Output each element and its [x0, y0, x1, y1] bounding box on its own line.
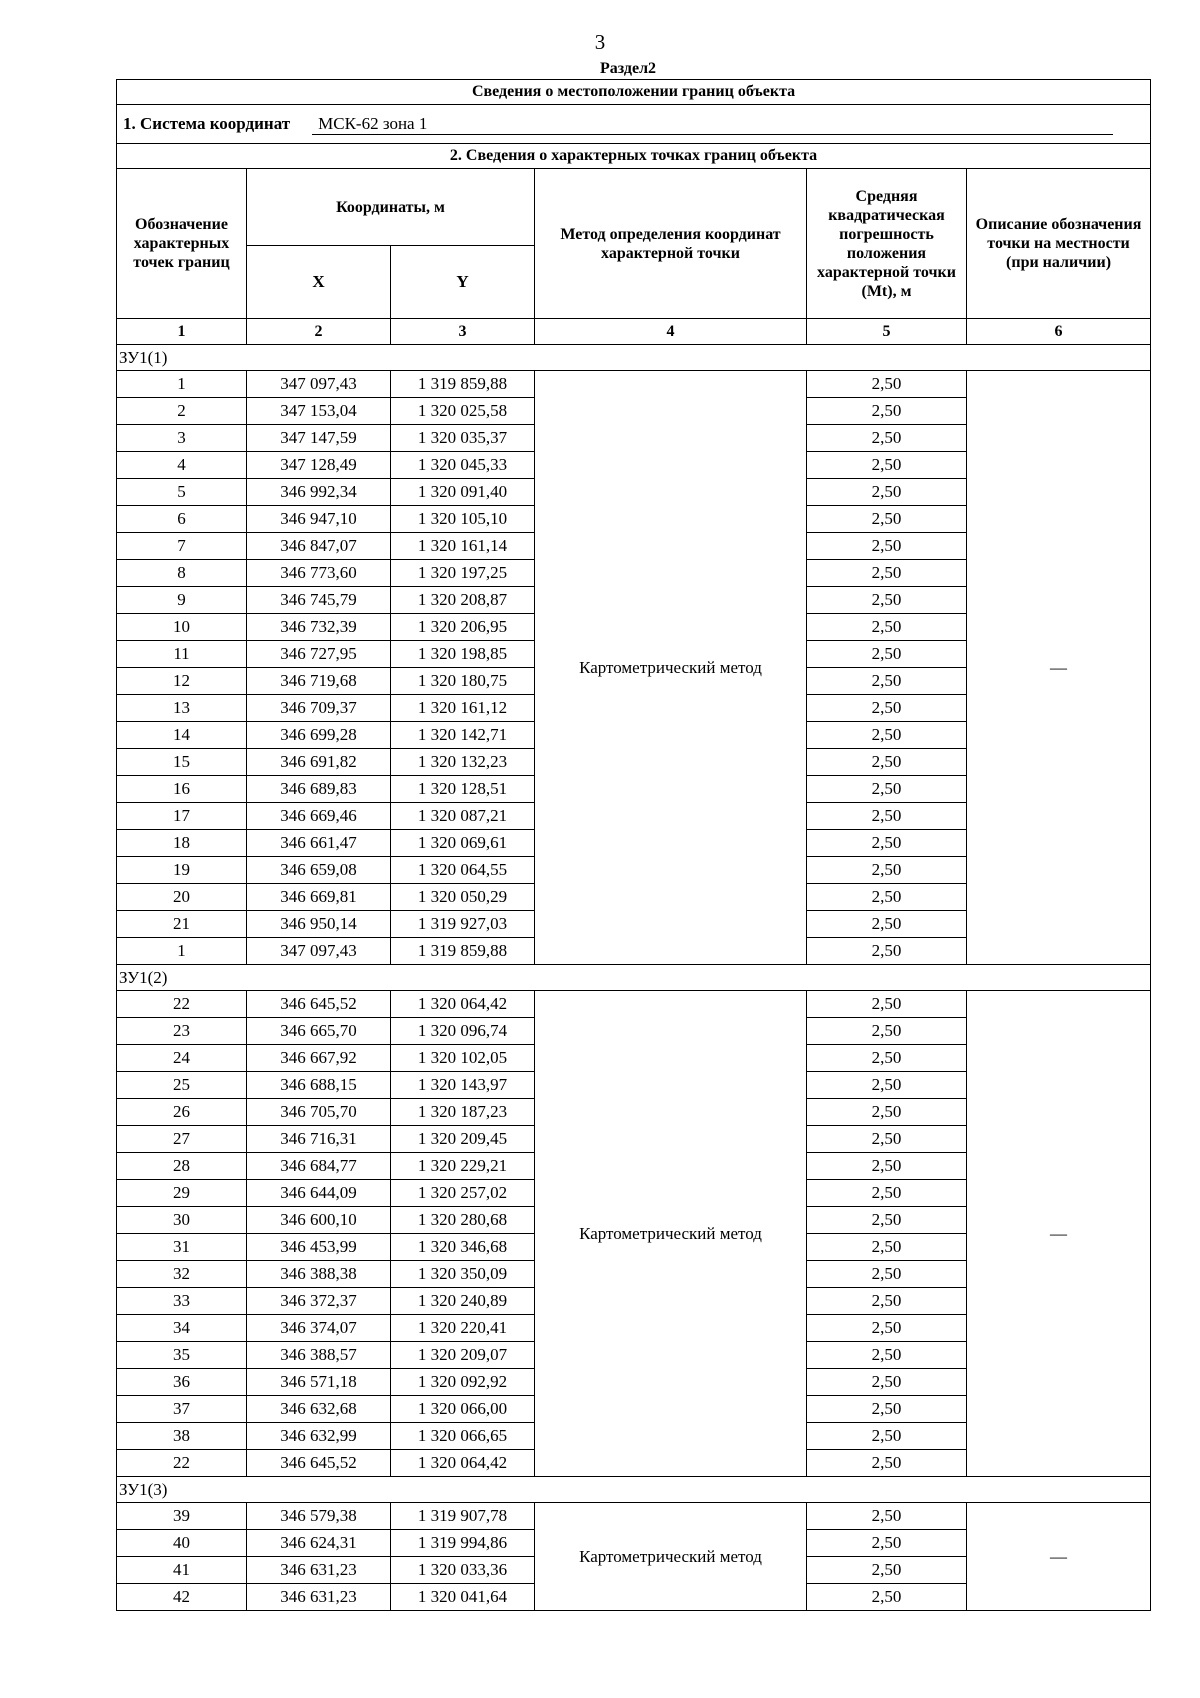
coordinate-y: 1 319 859,88 [391, 938, 535, 965]
mean-error-value: 2,50 [807, 1180, 967, 1207]
point-number: 15 [117, 749, 247, 776]
mean-error-value: 2,50 [807, 991, 967, 1018]
coordinate-y: 1 319 927,03 [391, 911, 535, 938]
mean-error-value: 2,50 [807, 1234, 967, 1261]
group-name: ЗУ1(1) [117, 345, 1151, 371]
point-number: 21 [117, 911, 247, 938]
mean-error-value: 2,50 [807, 506, 967, 533]
header-y: Y [391, 246, 535, 319]
mean-error-value: 2,50 [807, 1503, 967, 1530]
coordinate-x: 346 631,23 [247, 1584, 391, 1611]
table-row [117, 1503, 1151, 1530]
point-number: 38 [117, 1423, 247, 1450]
mean-error-value: 2,50 [807, 1288, 967, 1315]
coordinate-x: 346 571,18 [247, 1369, 391, 1396]
point-number: 27 [117, 1126, 247, 1153]
mean-error-value: 2,50 [807, 722, 967, 749]
coordinate-y: 1 320 240,89 [391, 1288, 535, 1315]
point-number: 1 [117, 938, 247, 965]
boundary-points-table [116, 79, 1151, 1611]
mean-error-value: 2,50 [807, 884, 967, 911]
mean-error-value: 2,50 [807, 371, 967, 398]
header-method: Метод определения координат характерной точки [535, 169, 807, 319]
table-row [117, 991, 1151, 1018]
coordinate-y: 1 319 994,86 [391, 1530, 535, 1557]
mean-error-value: 2,50 [807, 1530, 967, 1557]
mean-error-value: 2,50 [807, 425, 967, 452]
coordinate-y: 1 320 035,37 [391, 425, 535, 452]
mean-error-value: 2,50 [807, 452, 967, 479]
point-number: 23 [117, 1018, 247, 1045]
mean-error-value: 2,50 [807, 1423, 967, 1450]
point-number: 11 [117, 641, 247, 668]
coordinate-x: 346 644,09 [247, 1180, 391, 1207]
header-mean-error: Средняя квадратическая погрешность положения характерной точки (Mt), м [807, 169, 967, 319]
point-number: 24 [117, 1045, 247, 1072]
coordinate-x: 346 372,37 [247, 1288, 391, 1315]
mean-error-value: 2,50 [807, 695, 967, 722]
point-number: 6 [117, 506, 247, 533]
coordinate-y: 1 319 907,78 [391, 1503, 535, 1530]
point-number: 25 [117, 1072, 247, 1099]
header-coordinates: Координаты, м [247, 169, 535, 246]
column-number: 5 [807, 319, 967, 345]
mean-error-value: 2,50 [807, 1045, 967, 1072]
coordinate-y: 1 320 102,05 [391, 1045, 535, 1072]
coordinate-x: 346 632,99 [247, 1423, 391, 1450]
coordinate-y: 1 320 346,68 [391, 1234, 535, 1261]
coordinate-x: 346 453,99 [247, 1234, 391, 1261]
column-number: 2 [247, 319, 391, 345]
point-number: 26 [117, 1099, 247, 1126]
group-header-row [117, 1477, 1151, 1503]
coordinate-y: 1 320 350,09 [391, 1261, 535, 1288]
mean-error-value: 2,50 [807, 1584, 967, 1611]
coordinate-x: 346 950,14 [247, 911, 391, 938]
coordinate-y: 1 319 859,88 [391, 371, 535, 398]
point-number: 41 [117, 1557, 247, 1584]
coord-system-value: МСК-62 зона 1 [312, 114, 1113, 135]
coordinate-x: 346 732,39 [247, 614, 391, 641]
coordinate-x: 346 600,10 [247, 1207, 391, 1234]
method-cell: Картометрический метод [535, 1503, 807, 1611]
point-number: 17 [117, 803, 247, 830]
mean-error-value: 2,50 [807, 641, 967, 668]
coord-system-label: 1. Система координат [123, 113, 291, 133]
mean-error-value: 2,50 [807, 533, 967, 560]
coordinate-x: 346 773,60 [247, 560, 391, 587]
coordinate-y: 1 320 142,71 [391, 722, 535, 749]
mean-error-value: 2,50 [807, 479, 967, 506]
point-number: 40 [117, 1530, 247, 1557]
point-number: 34 [117, 1315, 247, 1342]
mean-error-value: 2,50 [807, 587, 967, 614]
group-header-row [117, 965, 1151, 991]
coordinate-y: 1 320 045,33 [391, 452, 535, 479]
coordinate-y: 1 320 229,21 [391, 1153, 535, 1180]
coordinate-x: 346 709,37 [247, 695, 391, 722]
coordinate-y: 1 320 050,29 [391, 884, 535, 911]
coordinate-x: 346 374,07 [247, 1315, 391, 1342]
point-number: 10 [117, 614, 247, 641]
coordinate-y: 1 320 064,42 [391, 991, 535, 1018]
page-number: 3 [594, 30, 606, 54]
coordinate-y: 1 320 209,45 [391, 1126, 535, 1153]
mean-error-value: 2,50 [807, 911, 967, 938]
coordinate-y: 1 320 206,95 [391, 614, 535, 641]
coordinate-y: 1 320 025,58 [391, 398, 535, 425]
point-number: 32 [117, 1261, 247, 1288]
point-number: 22 [117, 1450, 247, 1477]
mean-error-value: 2,50 [807, 857, 967, 884]
coordinate-y: 1 320 033,36 [391, 1557, 535, 1584]
coordinate-y: 1 320 257,02 [391, 1180, 535, 1207]
mean-error-value: 2,50 [807, 1315, 967, 1342]
point-number: 16 [117, 776, 247, 803]
point-number: 5 [117, 479, 247, 506]
coordinate-x: 347 147,59 [247, 425, 391, 452]
coordinate-y: 1 320 143,97 [391, 1072, 535, 1099]
coordinate-y: 1 320 087,21 [391, 803, 535, 830]
column-numbers-row [117, 319, 1151, 345]
mean-error-value: 2,50 [807, 560, 967, 587]
coordinate-y: 1 320 208,87 [391, 587, 535, 614]
coordinate-x: 347 097,43 [247, 371, 391, 398]
mean-error-value: 2,50 [807, 1369, 967, 1396]
mean-error-value: 2,50 [807, 1261, 967, 1288]
group-name: ЗУ1(3) [117, 1477, 1151, 1503]
group-name: ЗУ1(2) [117, 965, 1151, 991]
coordinate-y: 1 320 161,14 [391, 533, 535, 560]
coordinate-x: 346 579,38 [247, 1503, 391, 1530]
coordinate-x: 346 847,07 [247, 533, 391, 560]
coordinate-x: 346 705,70 [247, 1099, 391, 1126]
coordinate-x: 346 689,83 [247, 776, 391, 803]
mean-error-value: 2,50 [807, 1450, 967, 1477]
coordinate-y: 1 320 069,61 [391, 830, 535, 857]
column-number: 6 [967, 319, 1151, 345]
coordinate-x: 346 745,79 [247, 587, 391, 614]
coordinate-x: 346 659,08 [247, 857, 391, 884]
coordinate-x: 346 691,82 [247, 749, 391, 776]
point-number: 30 [117, 1207, 247, 1234]
point-number: 8 [117, 560, 247, 587]
description-cell: — [967, 371, 1151, 965]
mean-error-value: 2,50 [807, 830, 967, 857]
coordinate-x: 346 992,34 [247, 479, 391, 506]
point-number: 13 [117, 695, 247, 722]
mean-error-value: 2,50 [807, 1072, 967, 1099]
mean-error-value: 2,50 [807, 776, 967, 803]
coordinate-x: 346 719,68 [247, 668, 391, 695]
coordinate-x: 347 128,49 [247, 452, 391, 479]
coordinate-y: 1 320 220,41 [391, 1315, 535, 1342]
point-number: 7 [117, 533, 247, 560]
column-number: 4 [535, 319, 807, 345]
mean-error-value: 2,50 [807, 668, 967, 695]
coordinate-x: 346 669,46 [247, 803, 391, 830]
method-cell: Картометрический метод [535, 991, 807, 1477]
coordinate-y: 1 320 198,85 [391, 641, 535, 668]
coordinate-x: 346 388,38 [247, 1261, 391, 1288]
point-number: 31 [117, 1234, 247, 1261]
coordinate-y: 1 320 132,23 [391, 749, 535, 776]
table-row [117, 371, 1151, 398]
point-number: 18 [117, 830, 247, 857]
coordinate-x: 346 667,92 [247, 1045, 391, 1072]
point-number: 2 [117, 398, 247, 425]
coordinate-x: 346 388,57 [247, 1342, 391, 1369]
coordinate-y: 1 320 105,10 [391, 506, 535, 533]
mean-error-value: 2,50 [807, 1396, 967, 1423]
coordinate-x: 346 665,70 [247, 1018, 391, 1045]
coordinate-y: 1 320 161,12 [391, 695, 535, 722]
point-number: 35 [117, 1342, 247, 1369]
point-number: 12 [117, 668, 247, 695]
coordinate-x: 347 097,43 [247, 938, 391, 965]
mean-error-value: 2,50 [807, 749, 967, 776]
coordinate-y: 1 320 041,64 [391, 1584, 535, 1611]
point-number: 19 [117, 857, 247, 884]
coordinate-x: 346 684,77 [247, 1153, 391, 1180]
point-number: 28 [117, 1153, 247, 1180]
coordinate-y: 1 320 064,42 [391, 1450, 535, 1477]
mean-error-value: 2,50 [807, 1342, 967, 1369]
point-number: 9 [117, 587, 247, 614]
coordinate-x: 346 699,28 [247, 722, 391, 749]
mean-error-value: 2,50 [807, 803, 967, 830]
description-cell: — [967, 991, 1151, 1477]
header-description: Описание обозначения точки на местности (при наличии) [967, 169, 1151, 319]
point-number: 33 [117, 1288, 247, 1315]
coordinate-x: 346 661,47 [247, 830, 391, 857]
coordinate-y: 1 320 064,55 [391, 857, 535, 884]
coordinate-x: 346 631,23 [247, 1557, 391, 1584]
mean-error-value: 2,50 [807, 1207, 967, 1234]
column-number: 1 [117, 319, 247, 345]
coordinate-y: 1 320 197,25 [391, 560, 535, 587]
coordinate-x: 346 645,52 [247, 1450, 391, 1477]
point-number: 4 [117, 452, 247, 479]
coordinate-x: 346 688,15 [247, 1072, 391, 1099]
coordinate-y: 1 320 209,07 [391, 1342, 535, 1369]
point-number: 36 [117, 1369, 247, 1396]
coordinate-y: 1 320 280,68 [391, 1207, 535, 1234]
table-subtitle: 2. Сведения о характерных точках границ объекта [117, 144, 1151, 169]
header-point-designation: Обозначение характерных точек границ [117, 169, 247, 319]
coordinate-y: 1 320 180,75 [391, 668, 535, 695]
table-title: Сведения о местоположении границ объекта [117, 80, 1151, 105]
coordinate-x: 346 624,31 [247, 1530, 391, 1557]
header-x: X [247, 246, 391, 319]
point-number: 42 [117, 1584, 247, 1611]
mean-error-value: 2,50 [807, 1557, 967, 1584]
mean-error-value: 2,50 [807, 938, 967, 965]
point-number: 39 [117, 1503, 247, 1530]
point-number: 29 [117, 1180, 247, 1207]
coordinate-y: 1 320 128,51 [391, 776, 535, 803]
point-number: 37 [117, 1396, 247, 1423]
point-number: 20 [117, 884, 247, 911]
point-number: 22 [117, 991, 247, 1018]
column-number: 3 [391, 319, 535, 345]
coordinate-x: 347 153,04 [247, 398, 391, 425]
section-title: Раздел2 [599, 60, 657, 77]
coordinate-x: 346 947,10 [247, 506, 391, 533]
coordinate-x: 346 727,95 [247, 641, 391, 668]
point-number: 1 [117, 371, 247, 398]
mean-error-value: 2,50 [807, 614, 967, 641]
group-header-row [117, 345, 1151, 371]
coordinate-y: 1 320 096,74 [391, 1018, 535, 1045]
coordinate-x: 346 716,31 [247, 1126, 391, 1153]
coordinate-x: 346 632,68 [247, 1396, 391, 1423]
coordinate-y: 1 320 091,40 [391, 479, 535, 506]
coordinate-x: 346 645,52 [247, 991, 391, 1018]
point-number: 14 [117, 722, 247, 749]
coordinate-y: 1 320 092,92 [391, 1369, 535, 1396]
coord-system-row [117, 105, 1151, 144]
description-cell: — [967, 1503, 1151, 1611]
coordinate-y: 1 320 066,00 [391, 1396, 535, 1423]
mean-error-value: 2,50 [807, 1099, 967, 1126]
mean-error-value: 2,50 [807, 1018, 967, 1045]
method-cell: Картометрический метод [535, 371, 807, 965]
point-number: 3 [117, 425, 247, 452]
coordinate-y: 1 320 187,23 [391, 1099, 535, 1126]
coordinate-y: 1 320 066,65 [391, 1423, 535, 1450]
mean-error-value: 2,50 [807, 1153, 967, 1180]
mean-error-value: 2,50 [807, 1126, 967, 1153]
mean-error-value: 2,50 [807, 398, 967, 425]
coordinate-x: 346 669,81 [247, 884, 391, 911]
